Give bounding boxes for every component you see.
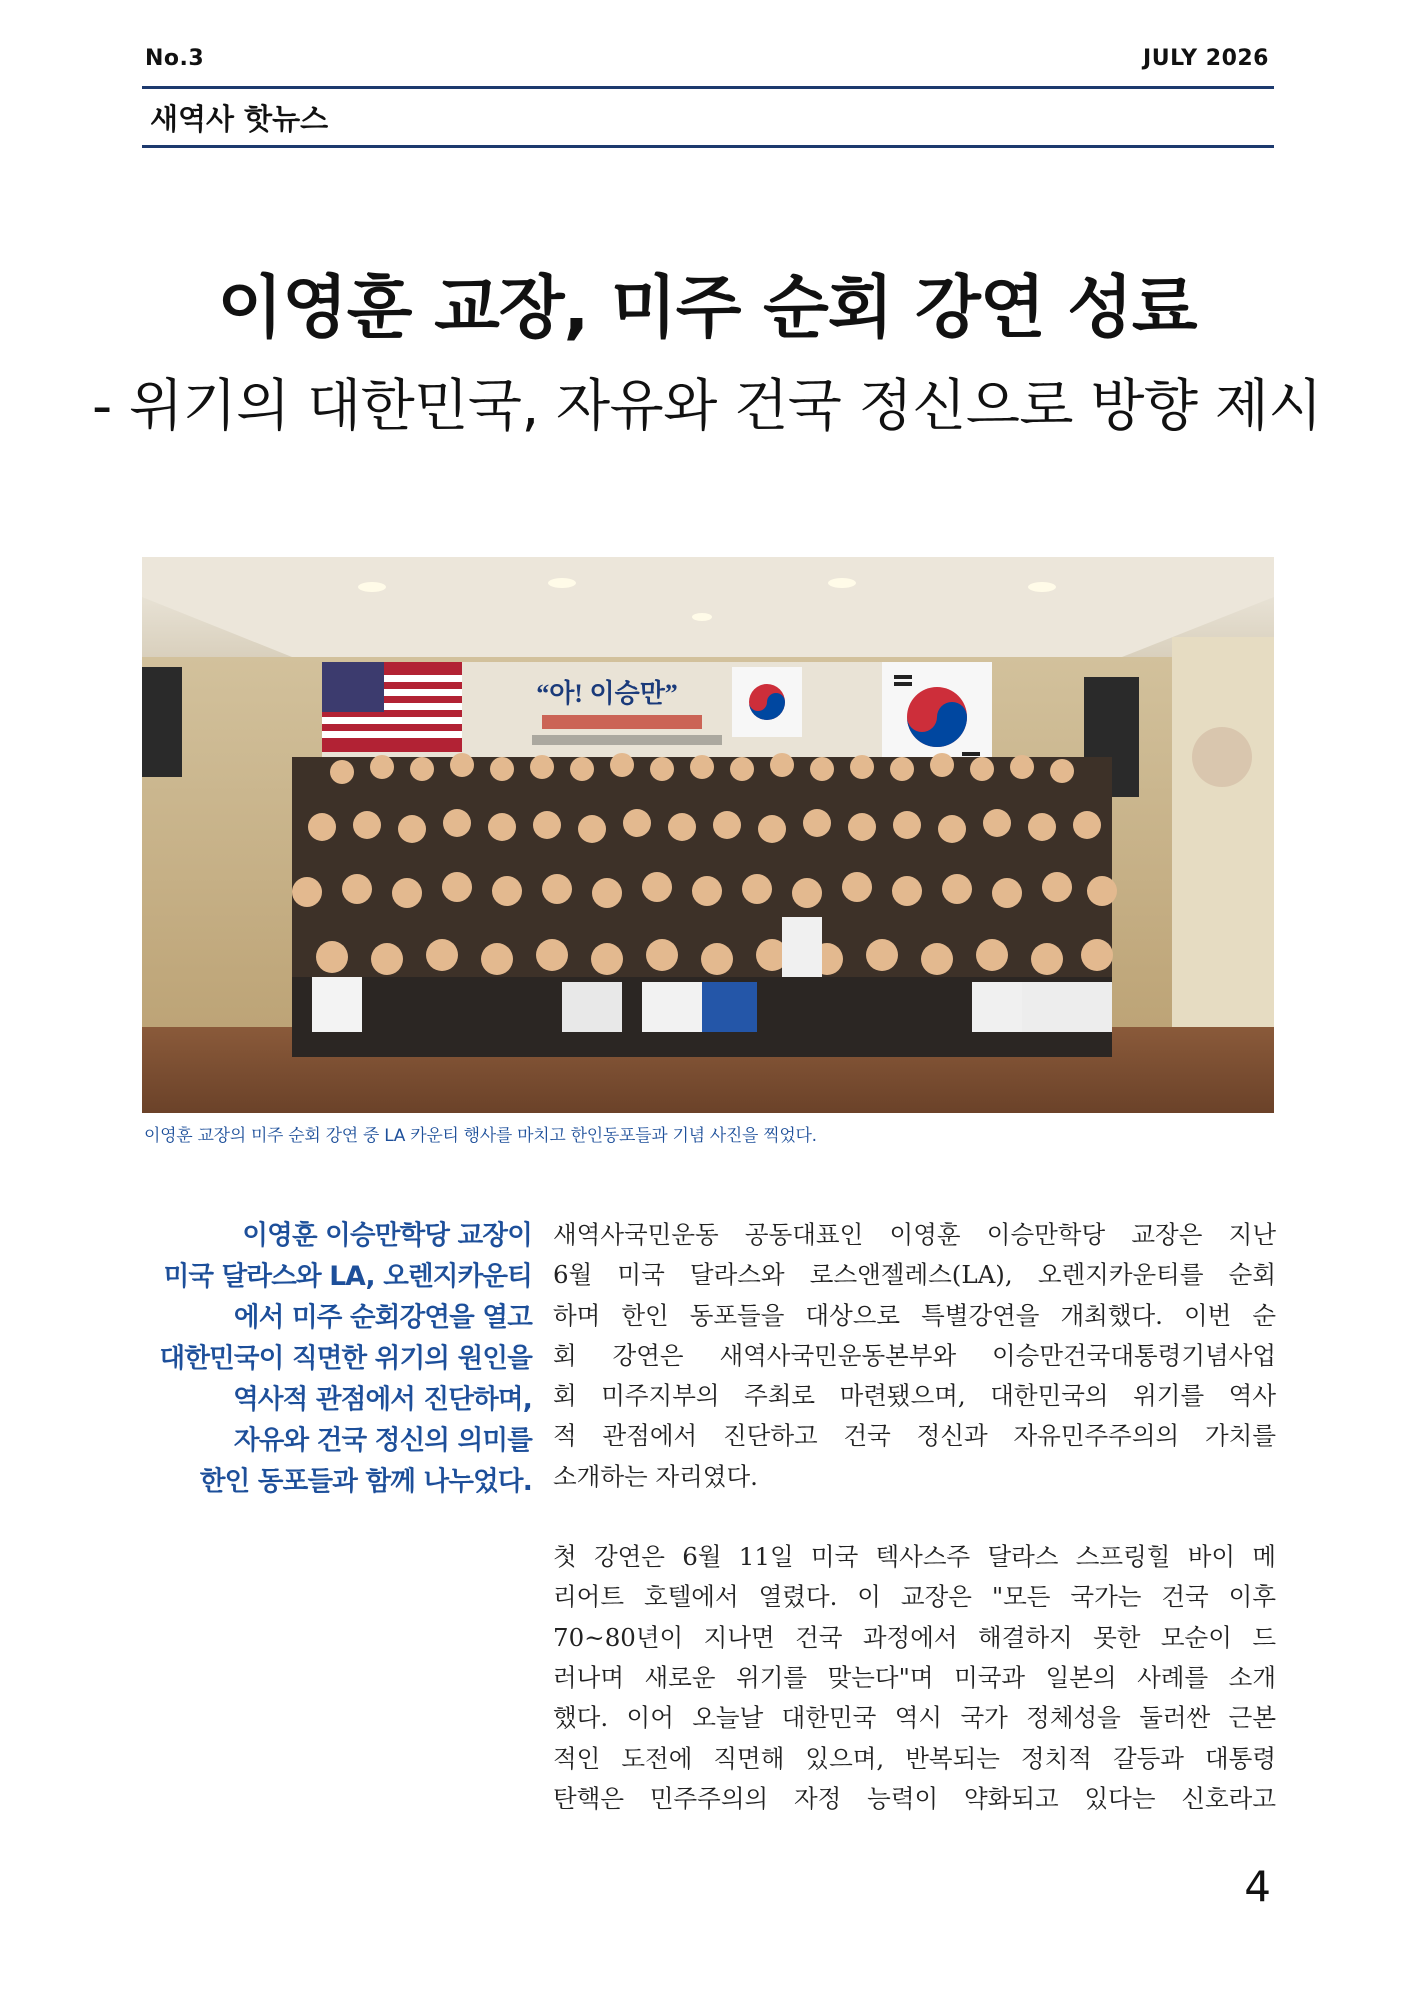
lead-line: 대한민국이 직면한 위기의 원인을 bbox=[159, 1343, 532, 1374]
body-line: 70~80년이 지나면 건국 과정에서 해결하지 못한 모순이 드 bbox=[553, 1622, 1276, 1652]
body-line: 첫 강연은 6월 11일 미국 텍사스주 달라스 스프링힐 바이 메 bbox=[553, 1542, 1276, 1572]
lead-line: 역사적 관점에서 진단하며, bbox=[233, 1384, 532, 1415]
body-line: 하며 한인 동포들을 대상으로 특별강연을 개최했다. 이번 순 bbox=[553, 1300, 1276, 1330]
crowd-graphic bbox=[292, 753, 1117, 1057]
body-line: 러나며 새로운 위기를 맞는다"며 미국과 일본의 사례를 소개 bbox=[553, 1662, 1276, 1692]
banner-text: “아! 이승만” bbox=[536, 679, 678, 708]
us-flag-graphic bbox=[322, 662, 462, 752]
body-line: 6월 미국 달라스와 로스앤젤레스(LA), 오렌지카운티를 순회 bbox=[553, 1260, 1276, 1290]
body-paragraph-2 bbox=[553, 1537, 1276, 1819]
lead-line: 한인 동포들과 함께 나누었다. bbox=[199, 1466, 532, 1497]
body-line: 탄핵은 민주주의의 자정 능력이 약화되고 있다는 신호라고 bbox=[553, 1783, 1276, 1813]
lead-line: 자유와 건국 정신의 의미를 bbox=[233, 1425, 532, 1456]
section-title: 새역사 핫뉴스 bbox=[150, 102, 329, 136]
body-line: 했다. 이어 오늘날 대한민국 역시 국가 정체성을 둘러싼 근본 bbox=[553, 1703, 1276, 1733]
body-line: 소개하는 자리였다. bbox=[553, 1461, 758, 1491]
lead-summary bbox=[140, 1215, 532, 1502]
issue-number: No.3 bbox=[145, 46, 205, 71]
issue-date: JULY 2026 bbox=[1143, 46, 1269, 71]
body-line: 적 관점에서 진단하고 건국 정신과 자유민주주의의 가치를 bbox=[553, 1421, 1276, 1451]
article-subtitle: - 위기의 대한민국, 자유와 건국 정신으로 방향 제시 bbox=[91, 374, 1323, 439]
group-photo bbox=[142, 557, 1274, 1113]
lead-line: 이영훈 이승만학당 교장이 bbox=[242, 1220, 532, 1251]
lead-line: 에서 미주 순회강연을 열고 bbox=[233, 1302, 532, 1333]
body-line: 새역사국민운동 공동대표인 이영훈 이승만학당 교장은 지난 bbox=[553, 1220, 1276, 1249]
body-line: 회 미주지부의 주최로 마련됐으며, 대한민국의 위기를 역사 bbox=[553, 1381, 1276, 1411]
header-rule-bottom bbox=[142, 145, 1274, 148]
body-paragraph-1 bbox=[553, 1215, 1276, 1497]
body-line: 회 강연은 새역사국민운동본부와 이승만건국대통령기념사업 bbox=[553, 1340, 1276, 1370]
body-line: 적인 도전에 직면해 있으며, 반복되는 정치적 갈등과 대통령 bbox=[553, 1743, 1276, 1773]
page-number: 4 bbox=[1244, 1862, 1271, 1911]
article-body bbox=[553, 1215, 1276, 1819]
body-line: 리어트 호텔에서 열렸다. 이 교장은 "모든 국가는 건국 이후 bbox=[553, 1582, 1276, 1612]
header-rule-top bbox=[142, 86, 1274, 89]
photo-caption: 이영훈 교장의 미주 순회 강연 중 LA 카운티 행사를 마치고 한인동포들과 기념 사진을 찍었다. bbox=[144, 1126, 817, 1146]
lead-line: 미국 달라스와 LA, 오렌지카운티 bbox=[163, 1261, 532, 1292]
article-title: 이영훈 교장, 미주 순회 강연 성료 bbox=[217, 269, 1197, 348]
